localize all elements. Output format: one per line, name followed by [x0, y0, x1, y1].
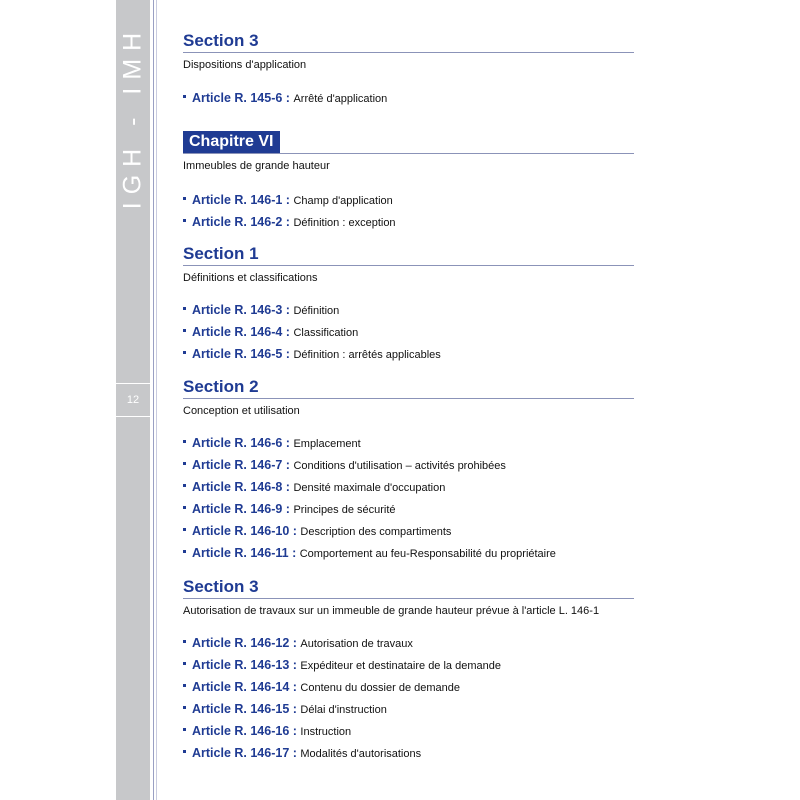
- article-desc: Description des compartiments: [300, 526, 452, 538]
- page-number: 12: [126, 394, 140, 406]
- bullet-icon: [183, 506, 186, 509]
- list-item[interactable]: Article R. 146-2 : Définition : exception: [183, 211, 643, 233]
- article-desc: Modalités d'autorisations: [300, 748, 422, 760]
- bullet-icon: [183, 662, 186, 665]
- sidebar-band: [116, 0, 150, 800]
- article-list: [183, 189, 643, 233]
- list-item[interactable]: Article R. 146-11 : Comportement au feu-Responsabilité du propriétaire: [183, 542, 643, 564]
- list-item[interactable]: Article R. 146-5 : Définition : arrêtés applicables: [183, 343, 643, 365]
- article-desc: Définition: [293, 305, 340, 317]
- margin-rule-secondary: [156, 0, 157, 800]
- bullet-icon: [183, 706, 186, 709]
- bullet-icon: [183, 351, 186, 354]
- article-desc: Instruction: [300, 726, 352, 738]
- article-list: [183, 87, 643, 109]
- article-ref[interactable]: Article R. 146-4: [192, 325, 283, 339]
- article-desc: Conditions d'utilisation – activités prohibées: [293, 460, 506, 472]
- bullet-icon: [183, 484, 186, 487]
- article-ref[interactable]: Article R. 146-6: [192, 436, 283, 450]
- bullet-icon: [183, 329, 186, 332]
- article-ref[interactable]: Article R. 146-9: [192, 502, 283, 516]
- article-ref[interactable]: Article R. 146-16: [192, 724, 290, 738]
- bullet-icon: [183, 219, 186, 222]
- list-item[interactable]: Article R. 145-6 : Arrêté d'application: [183, 87, 643, 109]
- list-item[interactable]: Article R. 146-8 : Densité maximale d'occupation: [183, 476, 643, 498]
- margin-rule: [153, 0, 154, 800]
- article-desc: Expéditeur et destinataire de la demande: [300, 660, 501, 672]
- article-desc: Principes de sécurité: [293, 504, 396, 516]
- bullet-icon: [183, 197, 186, 200]
- section-subtitle: Conception et utilisation: [183, 405, 300, 417]
- article-ref[interactable]: Article R. 146-12: [192, 636, 290, 650]
- list-item[interactable]: Article R. 146-15 : Délai d'instruction: [183, 698, 643, 720]
- article-ref[interactable]: Article R. 146-8: [192, 480, 283, 494]
- bullet-icon: [183, 640, 186, 643]
- list-item[interactable]: Article R. 146-13 : Expéditeur et destinataire de la demande: [183, 654, 643, 676]
- article-ref[interactable]: Article R. 146-5: [192, 347, 283, 361]
- bullet-icon: [183, 750, 186, 753]
- article-ref[interactable]: Article R. 146-11: [192, 546, 289, 560]
- article-list: [183, 632, 643, 764]
- list-item[interactable]: Article R. 146-16 : Instruction: [183, 720, 643, 742]
- list-item[interactable]: Article R. 146-12 : Autorisation de travaux: [183, 632, 643, 654]
- page-number-box: [116, 383, 150, 417]
- bullet-icon: [183, 95, 186, 98]
- article-ref[interactable]: Article R. 146-1: [192, 193, 283, 207]
- list-item[interactable]: Article R. 146-3 : Définition: [183, 299, 643, 321]
- article-ref[interactable]: Article R. 146-10: [192, 524, 290, 538]
- article-ref[interactable]: Article R. 146-3: [192, 303, 283, 317]
- bullet-icon: [183, 684, 186, 687]
- list-item[interactable]: Article R. 146-17 : Modalités d'autorisations: [183, 742, 643, 764]
- article-desc: Densité maximale d'occupation: [293, 482, 446, 494]
- chapter-title: Chapitre VI: [183, 131, 280, 153]
- article-desc: Emplacement: [293, 438, 361, 450]
- bullet-icon: [183, 728, 186, 731]
- article-desc: Comportement au feu-Responsabilité du propriétaire: [299, 548, 556, 560]
- article-ref[interactable]: Article R. 146-17: [192, 746, 290, 760]
- article-list: [183, 432, 643, 564]
- bullet-icon: [183, 307, 186, 310]
- article-desc: Arrêté d'application: [293, 93, 388, 105]
- bullet-icon: [183, 550, 186, 553]
- section-title: Section 3: [183, 31, 634, 53]
- vertical-title: IGH - IMH: [118, 24, 147, 210]
- chapter-subtitle: Immeubles de grande hauteur: [183, 160, 330, 172]
- list-item[interactable]: Article R. 146-6 : Emplacement: [183, 432, 643, 454]
- article-desc: Contenu du dossier de demande: [300, 682, 461, 694]
- list-item[interactable]: Article R. 146-9 : Principes de sécurité: [183, 498, 643, 520]
- article-desc: Définition : exception: [293, 217, 396, 229]
- article-list: [183, 299, 643, 365]
- article-ref[interactable]: Article R. 146-15: [192, 702, 290, 716]
- section-title: Section 3: [183, 577, 634, 599]
- bullet-icon: [183, 528, 186, 531]
- section-header: [183, 377, 634, 418]
- section-subtitle: Dispositions d'application: [183, 59, 307, 71]
- chapter-header: [183, 131, 634, 173]
- section-header: [183, 31, 634, 72]
- section-header: [183, 244, 634, 285]
- article-desc: Autorisation de travaux: [300, 638, 413, 650]
- article-ref[interactable]: Article R. 145-6: [192, 91, 283, 105]
- article-desc: Définition : arrêtés applicables: [293, 349, 441, 361]
- list-item[interactable]: Article R. 146-4 : Classification: [183, 321, 643, 343]
- article-ref[interactable]: Article R. 146-14: [192, 680, 290, 694]
- list-item[interactable]: Article R. 146-10 : Description des compartiments: [183, 520, 643, 542]
- bullet-icon: [183, 462, 186, 465]
- article-desc: Classification: [293, 327, 359, 339]
- article-ref[interactable]: Article R. 146-13: [192, 658, 290, 672]
- section-header: [183, 577, 634, 618]
- section-subtitle: Autorisation de travaux sur un immeuble de grande hauteur prévue à l'article L. 146-1: [183, 605, 600, 617]
- list-item[interactable]: Article R. 146-1 : Champ d'application: [183, 189, 643, 211]
- article-desc: Champ d'application: [293, 195, 393, 207]
- section-title: Section 1: [183, 244, 634, 266]
- section-title: Section 2: [183, 377, 634, 399]
- article-ref[interactable]: Article R. 146-7: [192, 458, 283, 472]
- article-ref[interactable]: Article R. 146-2: [192, 215, 283, 229]
- section-subtitle: Définitions et classifications: [183, 272, 318, 284]
- list-item[interactable]: Article R. 146-7 : Conditions d'utilisation – activités prohibées: [183, 454, 643, 476]
- bullet-icon: [183, 440, 186, 443]
- list-item[interactable]: Article R. 146-14 : Contenu du dossier de demande: [183, 676, 643, 698]
- article-desc: Délai d'instruction: [300, 704, 387, 716]
